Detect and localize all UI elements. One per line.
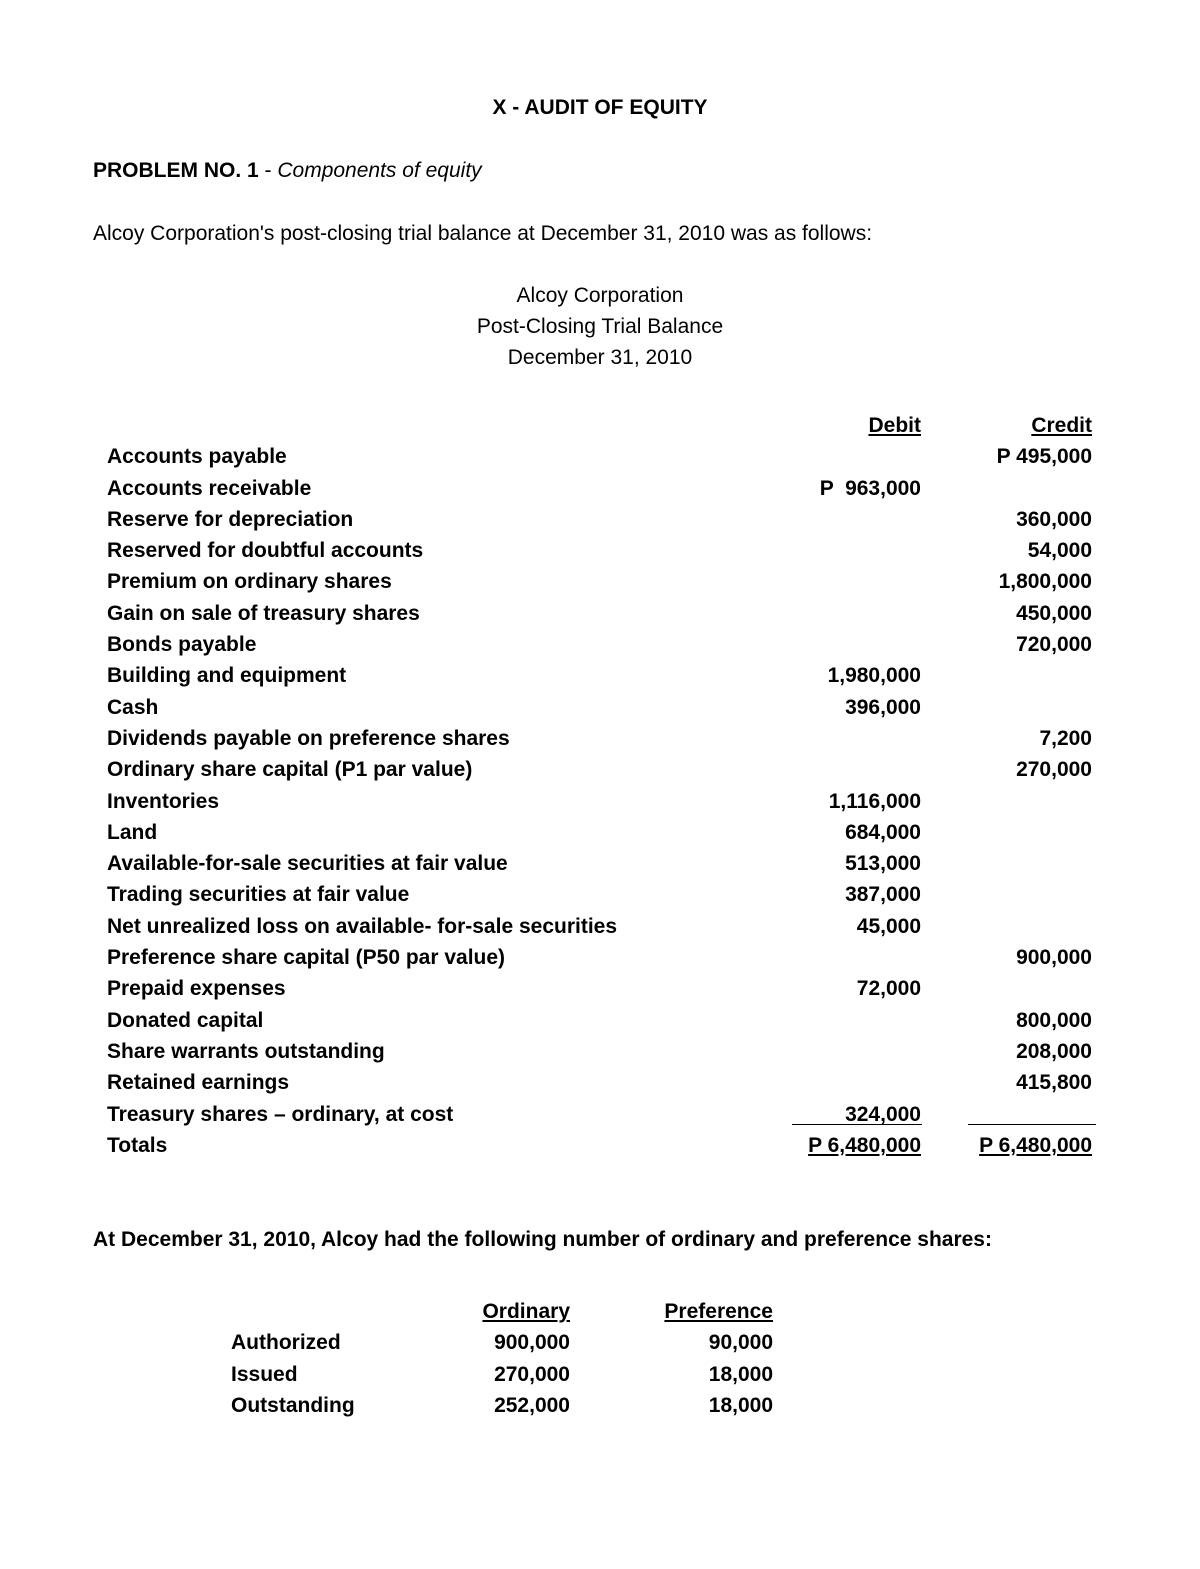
shares-rows (0, 1327, 1200, 1421)
account-name: Accounts payable (107, 445, 287, 469)
shares-header-row (0, 1296, 1200, 1327)
table-row (0, 441, 1200, 472)
share-category-label: Authorized (231, 1331, 341, 1355)
table-row (0, 473, 1200, 504)
table-row (0, 1067, 1200, 1098)
ordinary-shares-value: 900,000 (494, 1331, 570, 1355)
totals-credit: P 6,480,000 (979, 1133, 1092, 1157)
share-category-label: Issued (231, 1362, 298, 1386)
account-name: Ordinary share capital (P1 par value) (107, 758, 473, 782)
account-name: Available-for-sale securities at fair value (107, 852, 508, 876)
credit-amount: 800,000 (1016, 1008, 1092, 1032)
table-row (0, 723, 1200, 754)
account-name: Gain on sale of treasury shares (107, 601, 420, 625)
account-name: Premium on ordinary shares (107, 570, 392, 594)
credit-amount: 415,800 (1016, 1071, 1092, 1095)
account-name: Retained earnings (107, 1071, 290, 1095)
debit-amount: 684,000 (845, 820, 921, 844)
credit-amount: 360,000 (1016, 507, 1092, 531)
table-row (0, 692, 1200, 723)
debit-amount: 1,116,000 (828, 789, 921, 813)
table-row (0, 660, 1200, 691)
table-row (0, 754, 1200, 785)
preference-shares-value: 18,000 (708, 1393, 773, 1417)
credit-column-header: Credit (1031, 414, 1092, 437)
preference-shares-value: 18,000 (708, 1362, 773, 1386)
problem-label: PROBLEM NO. 1 (93, 159, 259, 182)
table-row (0, 848, 1200, 879)
account-name: Accounts receivable (107, 476, 312, 500)
table-row (0, 973, 1200, 1004)
shares-intro-text: At December 31, 2010, Alcoy had the following number of ordinary and preference shares: (93, 1228, 992, 1251)
totals-debit: P 6,480,000 (808, 1133, 921, 1157)
credit-amount: 270,000 (1016, 758, 1092, 782)
debit-subtotal-rule (792, 1124, 922, 1125)
table-row (0, 598, 1200, 629)
account-name: Reserved for doubtful accounts (107, 539, 424, 563)
table-row (0, 911, 1200, 942)
trial-balance-table (0, 410, 1200, 1161)
account-name: Dividends payable on preference shares (107, 726, 510, 750)
debit-amount: 387,000 (845, 883, 921, 907)
ordinary-column-header: Ordinary (482, 1300, 570, 1323)
table-row (0, 817, 1200, 848)
intro-text: Alcoy Corporation's post-closing trial balance at December 31, 2010 was as follows: (93, 222, 873, 245)
account-name: Inventories (107, 789, 220, 813)
table-row (0, 566, 1200, 597)
credit-amount: 7,200 (1039, 726, 1092, 750)
debit-amount: 1,980,000 (827, 664, 921, 688)
shares-row (0, 1327, 1200, 1358)
trial-balance-rows (0, 441, 1200, 1130)
problem-separator: - (258, 159, 278, 182)
credit-amount: 720,000 (1016, 633, 1092, 657)
table-row (0, 1099, 1200, 1130)
shares-row (0, 1359, 1200, 1390)
page-title: X - AUDIT OF EQUITY (492, 96, 708, 119)
debit-amount: P 963,000 (819, 476, 921, 500)
account-name: Treasury shares – ordinary, at cost (107, 1102, 454, 1126)
credit-amount: 900,000 (1016, 946, 1092, 970)
ordinary-shares-value: 252,000 (494, 1393, 570, 1417)
credit-amount: 1,800,000 (998, 570, 1092, 594)
account-name: Cash (107, 695, 159, 719)
credit-amount: 450,000 (1016, 601, 1092, 625)
table-row (0, 1005, 1200, 1036)
account-name: Share warrants outstanding (107, 1039, 385, 1063)
company-name: Alcoy Corporation (516, 284, 684, 307)
ordinary-shares-value: 270,000 (494, 1362, 570, 1386)
account-name: Building and equipment (107, 664, 347, 688)
table-header-row (0, 410, 1200, 441)
preference-shares-value: 90,000 (708, 1331, 773, 1355)
table-row (0, 942, 1200, 973)
statement-date: December 31, 2010 (507, 346, 693, 369)
table-row (0, 535, 1200, 566)
table-row (0, 1036, 1200, 1067)
problem-heading (93, 157, 482, 185)
debit-amount: 72,000 (856, 977, 921, 1001)
table-row (0, 879, 1200, 910)
credit-subtotal-rule (968, 1124, 1096, 1125)
credit-amount: 208,000 (1016, 1039, 1092, 1063)
debit-amount: 396,000 (845, 695, 921, 719)
debit-amount: 45,000 (856, 914, 921, 938)
table-row (0, 504, 1200, 535)
credit-amount: 54,000 (1027, 539, 1092, 563)
account-name: Reserve for depreciation (107, 507, 354, 531)
share-category-label: Outstanding (231, 1393, 355, 1417)
account-name: Trading securities at fair value (107, 883, 410, 907)
statement-name: Post-Closing Trial Balance (476, 315, 724, 338)
credit-amount: P 495,000 (996, 445, 1092, 469)
table-row (0, 786, 1200, 817)
account-name: Net unrealized loss on available- for-sale securities (107, 914, 618, 938)
account-name: Prepaid expenses (107, 977, 286, 1001)
preference-column-header: Preference (664, 1300, 773, 1323)
problem-topic: Components of equity (277, 159, 482, 182)
shares-table (0, 1296, 1200, 1421)
totals-row (0, 1130, 1200, 1161)
account-name: Bonds payable (107, 633, 257, 657)
totals-label: Totals (107, 1133, 168, 1157)
debit-column-header: Debit (868, 414, 921, 437)
debit-amount: 513,000 (845, 852, 921, 876)
account-name: Donated capital (107, 1008, 264, 1032)
account-name: Land (107, 820, 158, 844)
table-row (0, 629, 1200, 660)
account-name: Preference share capital (P50 par value) (107, 946, 506, 970)
debit-amount: 324,000 (845, 1102, 921, 1126)
shares-row (0, 1390, 1200, 1421)
